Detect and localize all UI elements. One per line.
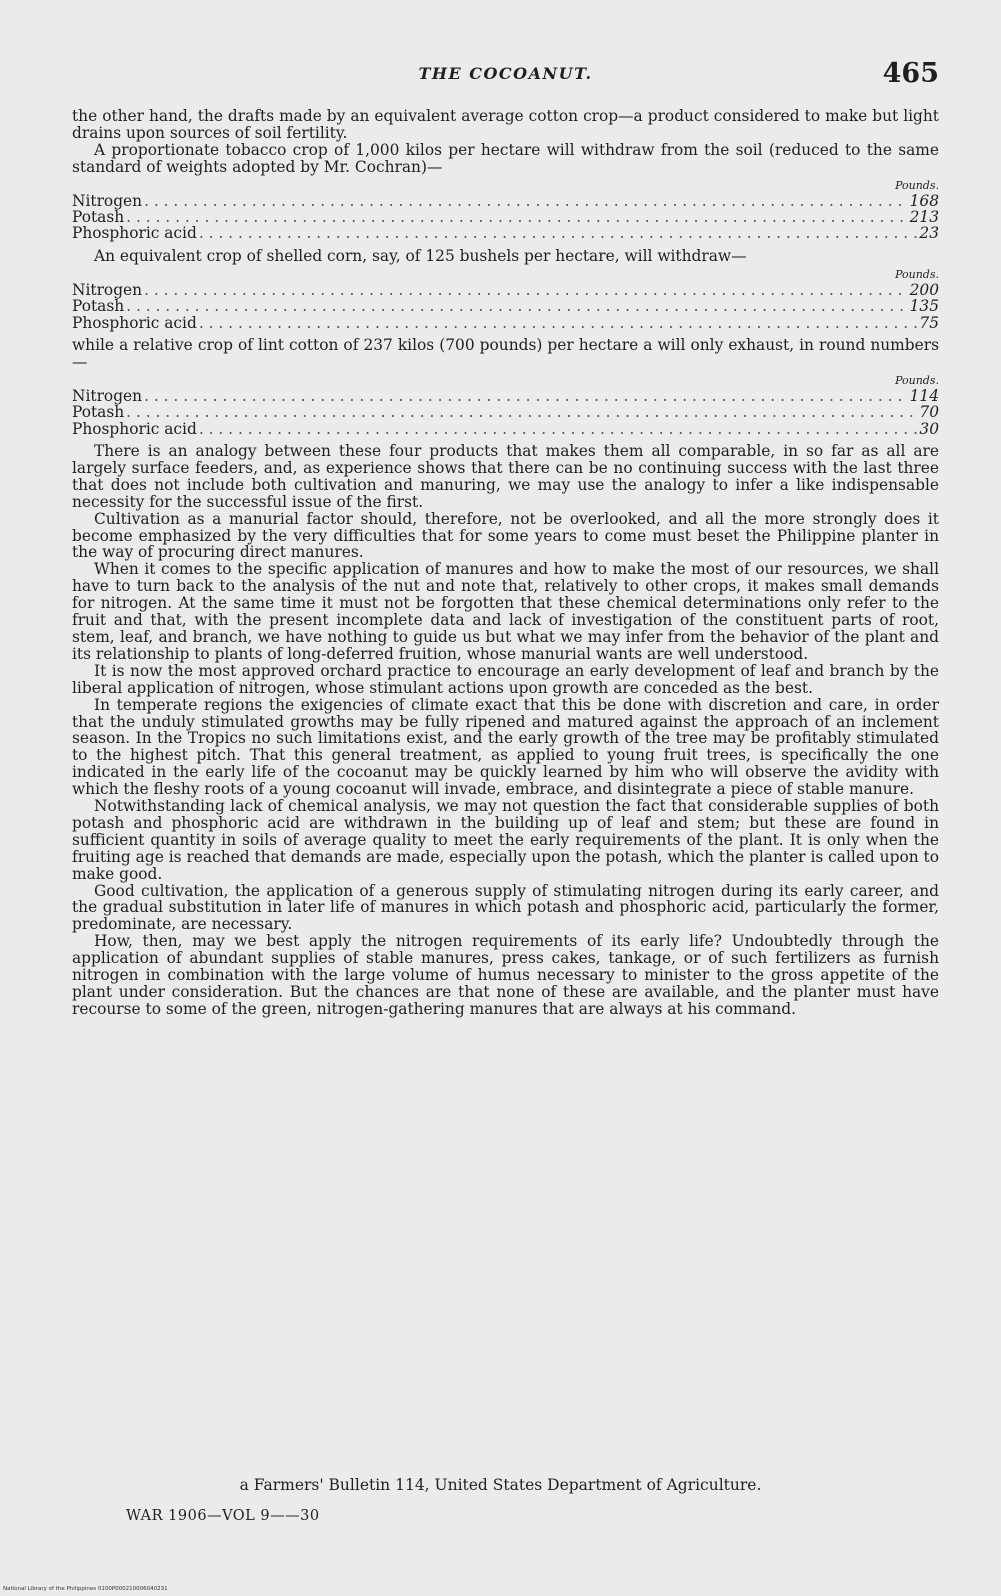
tobacco-table [72,179,939,242]
cotton-table [72,374,939,437]
row-label: Phosphoric acid [72,419,197,438]
paragraph-analogy: There is an analogy between these four products that makes them all comparable, in so far as all are largely surface feeders, and, as experience shows that there can be no continuing success with the last three that does not include both cultivation and manuring, we may use the analogy to infer a like indispensable necessity for the successful issue of the first. [72,442,939,511]
dot-leader [126,404,917,420]
paragraph-corn: An equivalent crop of shelled corn, say, of 125 bushels per hectare, will withdraw— [94,246,747,265]
dot-leader [144,388,908,404]
running-head: THE COCOANUT. [418,64,593,83]
row-label: Nitrogen [72,191,143,210]
row-label: Phosphoric acid [72,313,197,332]
paragraph-good-cultivation: Good cultivation, the application of a generous supply of stimulating nitrogen during its early career, and the gradual substitution in later life of manures in which potash and phosphoric acid, particularly the former, predominate, are necessary. [72,881,939,934]
unit-label: Pounds. [895,373,939,387]
table-row [72,282,939,298]
paragraph-tobacco: A proportionate tobacco crop of 1,000 kilos per hectare will withdraw from the soil (reduced to the same standard of weights adopted by Mr. Cochran)— [72,140,939,176]
table-row [72,388,939,404]
paragraph-cultivation: Cultivation as a manurial factor should, therefore, not be overlooked, and all the more strongly does it become emphasized by the very difficulties that for some years to come must beset the Philippine planter in the way of procuring direct manures. [72,509,939,562]
row-label: Potash [72,208,125,227]
paragraph-nitrogen-requirements: How, then, may we best apply the nitrogen requirements of its early life? Undoubtedly through the application of abundant supplies of stable manures, press cakes, tankage, or of such fertilizers as furnish nitrogen in combination with the large volume of humus necessary to minister to the gross appetite of the plant under consideration. But the chances are that none of these are available, and the planter must have recourse to some of the green, nitrogen-gathering manures that are always at his command. [72,932,939,1018]
row-value: 114 [909,386,939,405]
page-header [72,58,939,98]
page-body [72,108,939,1018]
dot-leader [199,421,918,437]
dot-leader [199,225,918,241]
row-label: Potash [72,403,125,422]
corn-table [72,268,939,331]
dot-leader [199,315,918,331]
table-row [72,209,939,225]
signature-imprint: WAR 1906—VOL 9——30 [126,1508,320,1524]
unit-label: Pounds. [895,178,939,192]
paragraph-orchard-practice: It is now the most approved orchard practice to encourage an early development of leaf and branch by the liberal application of nitrogen, whose stimulant actions upon growth are conceded as the best. [72,661,939,697]
dot-leader [126,209,907,225]
row-label: Potash [72,297,125,316]
unit-label: Pounds. [895,267,939,281]
paragraph-continuation: the other hand, the drafts made by an equivalent average cotton crop—a product considered to make but light drains upon sources of soil fertility. [72,107,939,142]
dot-leader [144,193,908,209]
dot-leader [144,282,908,298]
table-row [72,193,939,209]
row-value: 200 [909,280,939,299]
row-label: Nitrogen [72,386,143,405]
table-row [72,225,939,241]
page-number: 465 [882,58,939,89]
dot-leader [126,298,907,314]
paragraph-cotton: while a relative crop of lint cotton of 237 kilos (700 pounds) per hectare a will only exhaust, in round numbers— [72,335,939,371]
row-value: 213 [909,208,939,227]
row-value: 70 [919,403,939,422]
row-value: 30 [919,419,939,438]
table-row [72,404,939,420]
row-value: 75 [919,313,939,332]
paragraph-potash-phosphoric: Notwithstanding lack of chemical analysis, we may not question the fact that considerable supplies of both potash and phosphoric acid are withdrawn in the building up of leaf and stem; but these are found in sufficient quantity in soils of average quality to meet the early requirements of the plant. It is only when the fruiting age is reached that demands are made, especially upon the potash, which the planter is called upon to make good. [72,797,939,883]
row-label: Nitrogen [72,280,143,299]
row-value: 168 [909,191,939,210]
paragraph-manures: When it comes to the specific application of manures and how to make the most of our resources, we shall have to turn back to the analysis of the nut and note that, relatively to other crops, it makes small demands for nitrogen. At the same time it must not be forgotten that these chemical determinations only refer to the fruit and that, with the present incomplete data and lack of investigation of the constituent parts of root, stem, leaf, and branch, we have nothing to guide us but what we may infer from the behavior of the plant and its relationship to plants of long-deferred fruition, whose manurial wants are well understood. [72,560,939,663]
table-row [72,315,939,331]
paragraph-temperate-regions: In temperate regions the exigencies of climate exact that this be done with discretion and care, in order that the unduly stimulated growths may be fully ripened and matured against the approach of an inclement season. In the Tropics no such limitations exist, and the early growth of the tree may be profitably stimulated to the highest pitch. That this general treatment, as applied to young fruit trees, is specifically the one indicated in the early life of the cocoanut may be quickly learned by him who will observe the avidity with which the fleshy roots of a young cocoanut will invade, embrace, and disintegrate a piece of stable manure. [72,695,939,799]
table-row [72,298,939,314]
row-value: 23 [919,224,939,243]
row-label: Phosphoric acid [72,224,197,243]
table-row [72,421,939,437]
scan-label: National Library of the Philippines 0100P000210006040231 [3,1586,168,1592]
row-value: 135 [909,297,939,316]
footnote: a Farmers' Bulletin 114, United States Department of Agriculture. [239,1476,762,1494]
